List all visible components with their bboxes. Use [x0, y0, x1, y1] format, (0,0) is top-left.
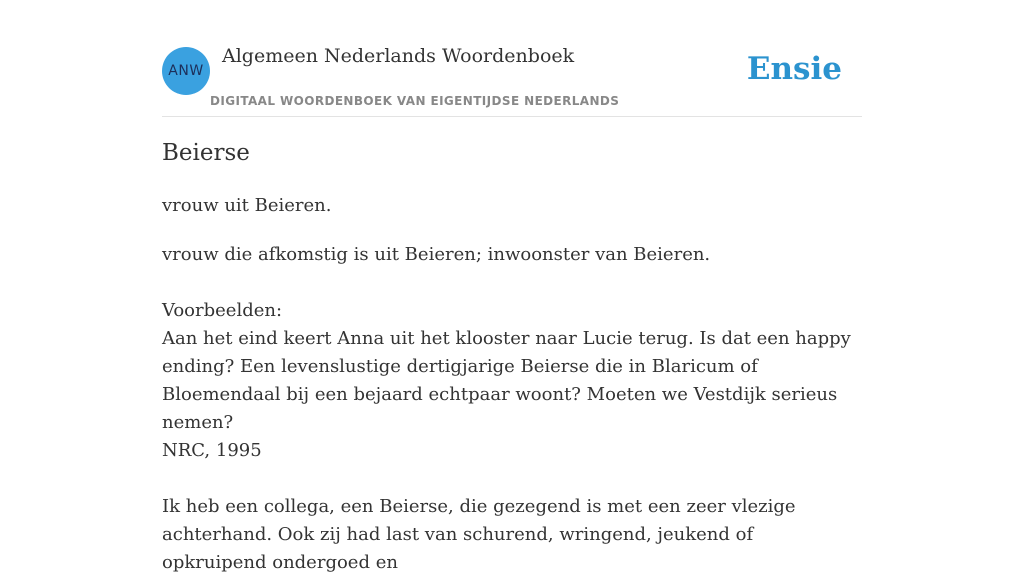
example-text: Ik heb een collega, een Beierse, die gezegend is met een zeer vlezige achterhand. Ook zij had last van schurend, wringend, jeukend of opkruipend ondergoed en — [162, 496, 796, 573]
spacer — [162, 465, 862, 493]
examples-label: Voorbeelden: — [162, 300, 283, 321]
ensie-brand-link[interactable]: Ensie — [746, 51, 842, 87]
short-definition: vrouw uit Beieren. — [162, 195, 332, 216]
content-column — [162, 0, 862, 573]
spacer — [162, 269, 862, 297]
anw-logo[interactable] — [162, 47, 210, 95]
site-header — [162, 0, 862, 117]
example-source: NRC, 1995 — [162, 440, 262, 461]
site-title: Algemeen Nederlands Woordenboek — [222, 45, 575, 67]
definition-text: vrouw die afkomstig is uit Beieren; inwoonster van Beieren. — [162, 244, 711, 265]
anw-logo-text: ANW — [168, 63, 204, 79]
example-text: Aan het eind keert Anna uit het klooster naar Lucie terug. Is dat een happy ending? Een levenslustige dertigjarige Beierse die in Blaricum of Bloemendaal bij een bejaard echtpaar woont? Moeten we Vestdijk serieus nemen? — [162, 328, 851, 433]
definition-body — [162, 241, 862, 577]
entry-title: Beierse — [162, 140, 250, 166]
site-subtitle: DIGITAAL WOORDENBOEK VAN EIGENTIJDSE NEDERLANDS — [210, 94, 620, 108]
